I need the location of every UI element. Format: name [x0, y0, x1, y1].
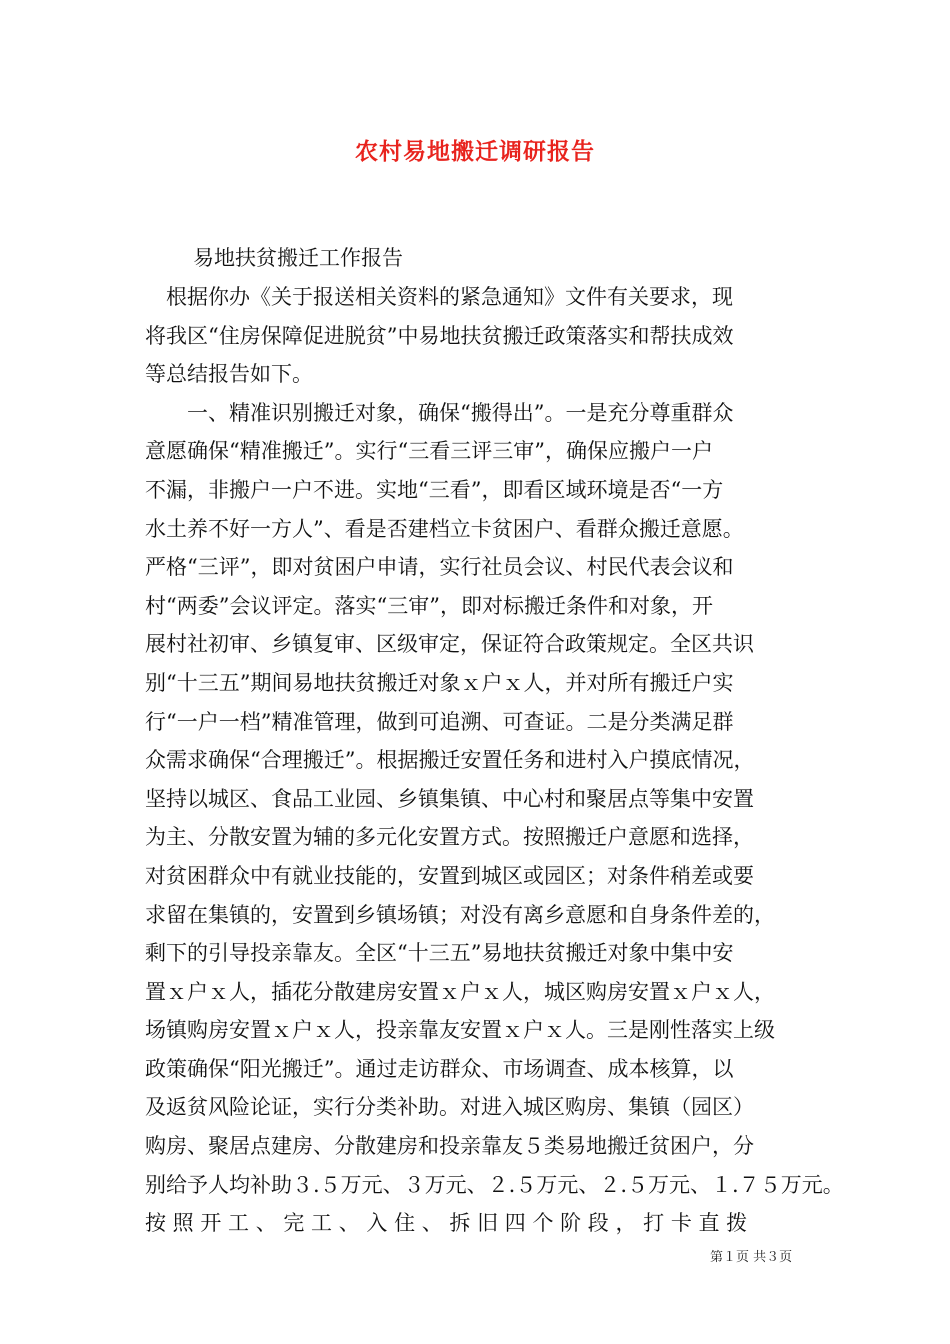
- body-line: 按 照 开 工 、 完 工 、 入 住 、 拆 旧 四 个 阶 段 ， 打 卡 直 拨: [145, 1211, 748, 1236]
- body-line: 场镇购房安置ｘ户ｘ人，投亲靠友安置ｘ户ｘ人。三是刚性落实上级: [145, 1018, 775, 1043]
- document-subtitle: 易地扶贫搬迁工作报告: [193, 246, 403, 270]
- body-line: 将我区“住房保障促进脱贫”中易地扶贫搬迁政策落实和帮扶成效: [145, 323, 734, 348]
- body-line: 对贫困群众中有就业技能的，安置到城区或园区；对条件稍差或要: [145, 863, 754, 888]
- body-line: 意愿确保“精准搬迁”。实行“三看三评三审”，确保应搬户一户: [145, 439, 713, 464]
- body-line: 置ｘ户ｘ人，插花分散建房安置ｘ户ｘ人，城区购房安置ｘ户ｘ人，: [145, 979, 775, 1004]
- body-line: 为主、分散安置为辅的多元化安置方式。按照搬迁户意愿和选择，: [145, 825, 754, 850]
- body-line: 求留在集镇的，安置到乡镇场镇；对没有离乡意愿和自身条件差的，: [145, 902, 775, 927]
- page-number-footer: 第１页 共３页: [710, 1250, 793, 1265]
- body-line: 行“一户一档”精准管理，做到可追溯、可查证。二是分类满足群: [145, 709, 734, 734]
- document-title: 农村易地搬迁调研报告: [355, 138, 595, 165]
- body-line: 等总结报告如下。: [145, 362, 313, 387]
- body-line: 坚持以城区、食品工业园、乡镇集镇、中心村和聚居点等集中安置: [145, 786, 754, 811]
- body-line: 根据你办《关于报送相关资料的紧急通知》文件有关要求，现: [145, 285, 733, 309]
- body-line: 政策确保“阳光搬迁”。通过走访群众、市场调查、成本核算，以: [145, 1056, 734, 1081]
- body-line: 众需求确保“合理搬迁”。根据搬迁安置任务和进村入户摸底情况，: [145, 748, 755, 773]
- body-line: 村“两委”会议评定。落实“三审”，即对标搬迁条件和对象，开: [145, 593, 713, 618]
- body-line: 购房、聚居点建房、分散建房和投亲靠友５类易地搬迁贫困户，分: [145, 1134, 754, 1159]
- body-line: 水土养不好一方人”、看是否建档立卡贫困户、看群众搬迁意愿。: [145, 516, 744, 541]
- body-line: 剩下的引导投亲靠友。全区“十三五”易地扶贫搬迁对象中集中安: [145, 941, 734, 966]
- body-line: 不漏，非搬户一户不进。实地“三看”，即看区域环境是否“一方: [145, 477, 724, 502]
- body-line: 展村社初审、乡镇复审、区级审定，保证符合政策规定。全区共识: [145, 632, 754, 657]
- body-line: 一、精准识别搬迁对象，确保“搬得出”。一是充分尊重群众: [145, 400, 734, 425]
- body-line: 及返贫风险论证，实行分类补助。对进入城区购房、集镇（园区）: [145, 1095, 754, 1120]
- body-line: 严格“三评”，即对贫困户申请，实行社员会议、村民代表会议和: [145, 555, 734, 580]
- body-line: 别给予人均补助３.５万元、３万元、２.５万元、２.５万元、１.７５万元。: [145, 1172, 844, 1197]
- body-line: 别“十三五”期间易地扶贫搬迁对象ｘ户ｘ人，并对所有搬迁户实: [145, 670, 734, 695]
- document-body: [145, 278, 844, 1243]
